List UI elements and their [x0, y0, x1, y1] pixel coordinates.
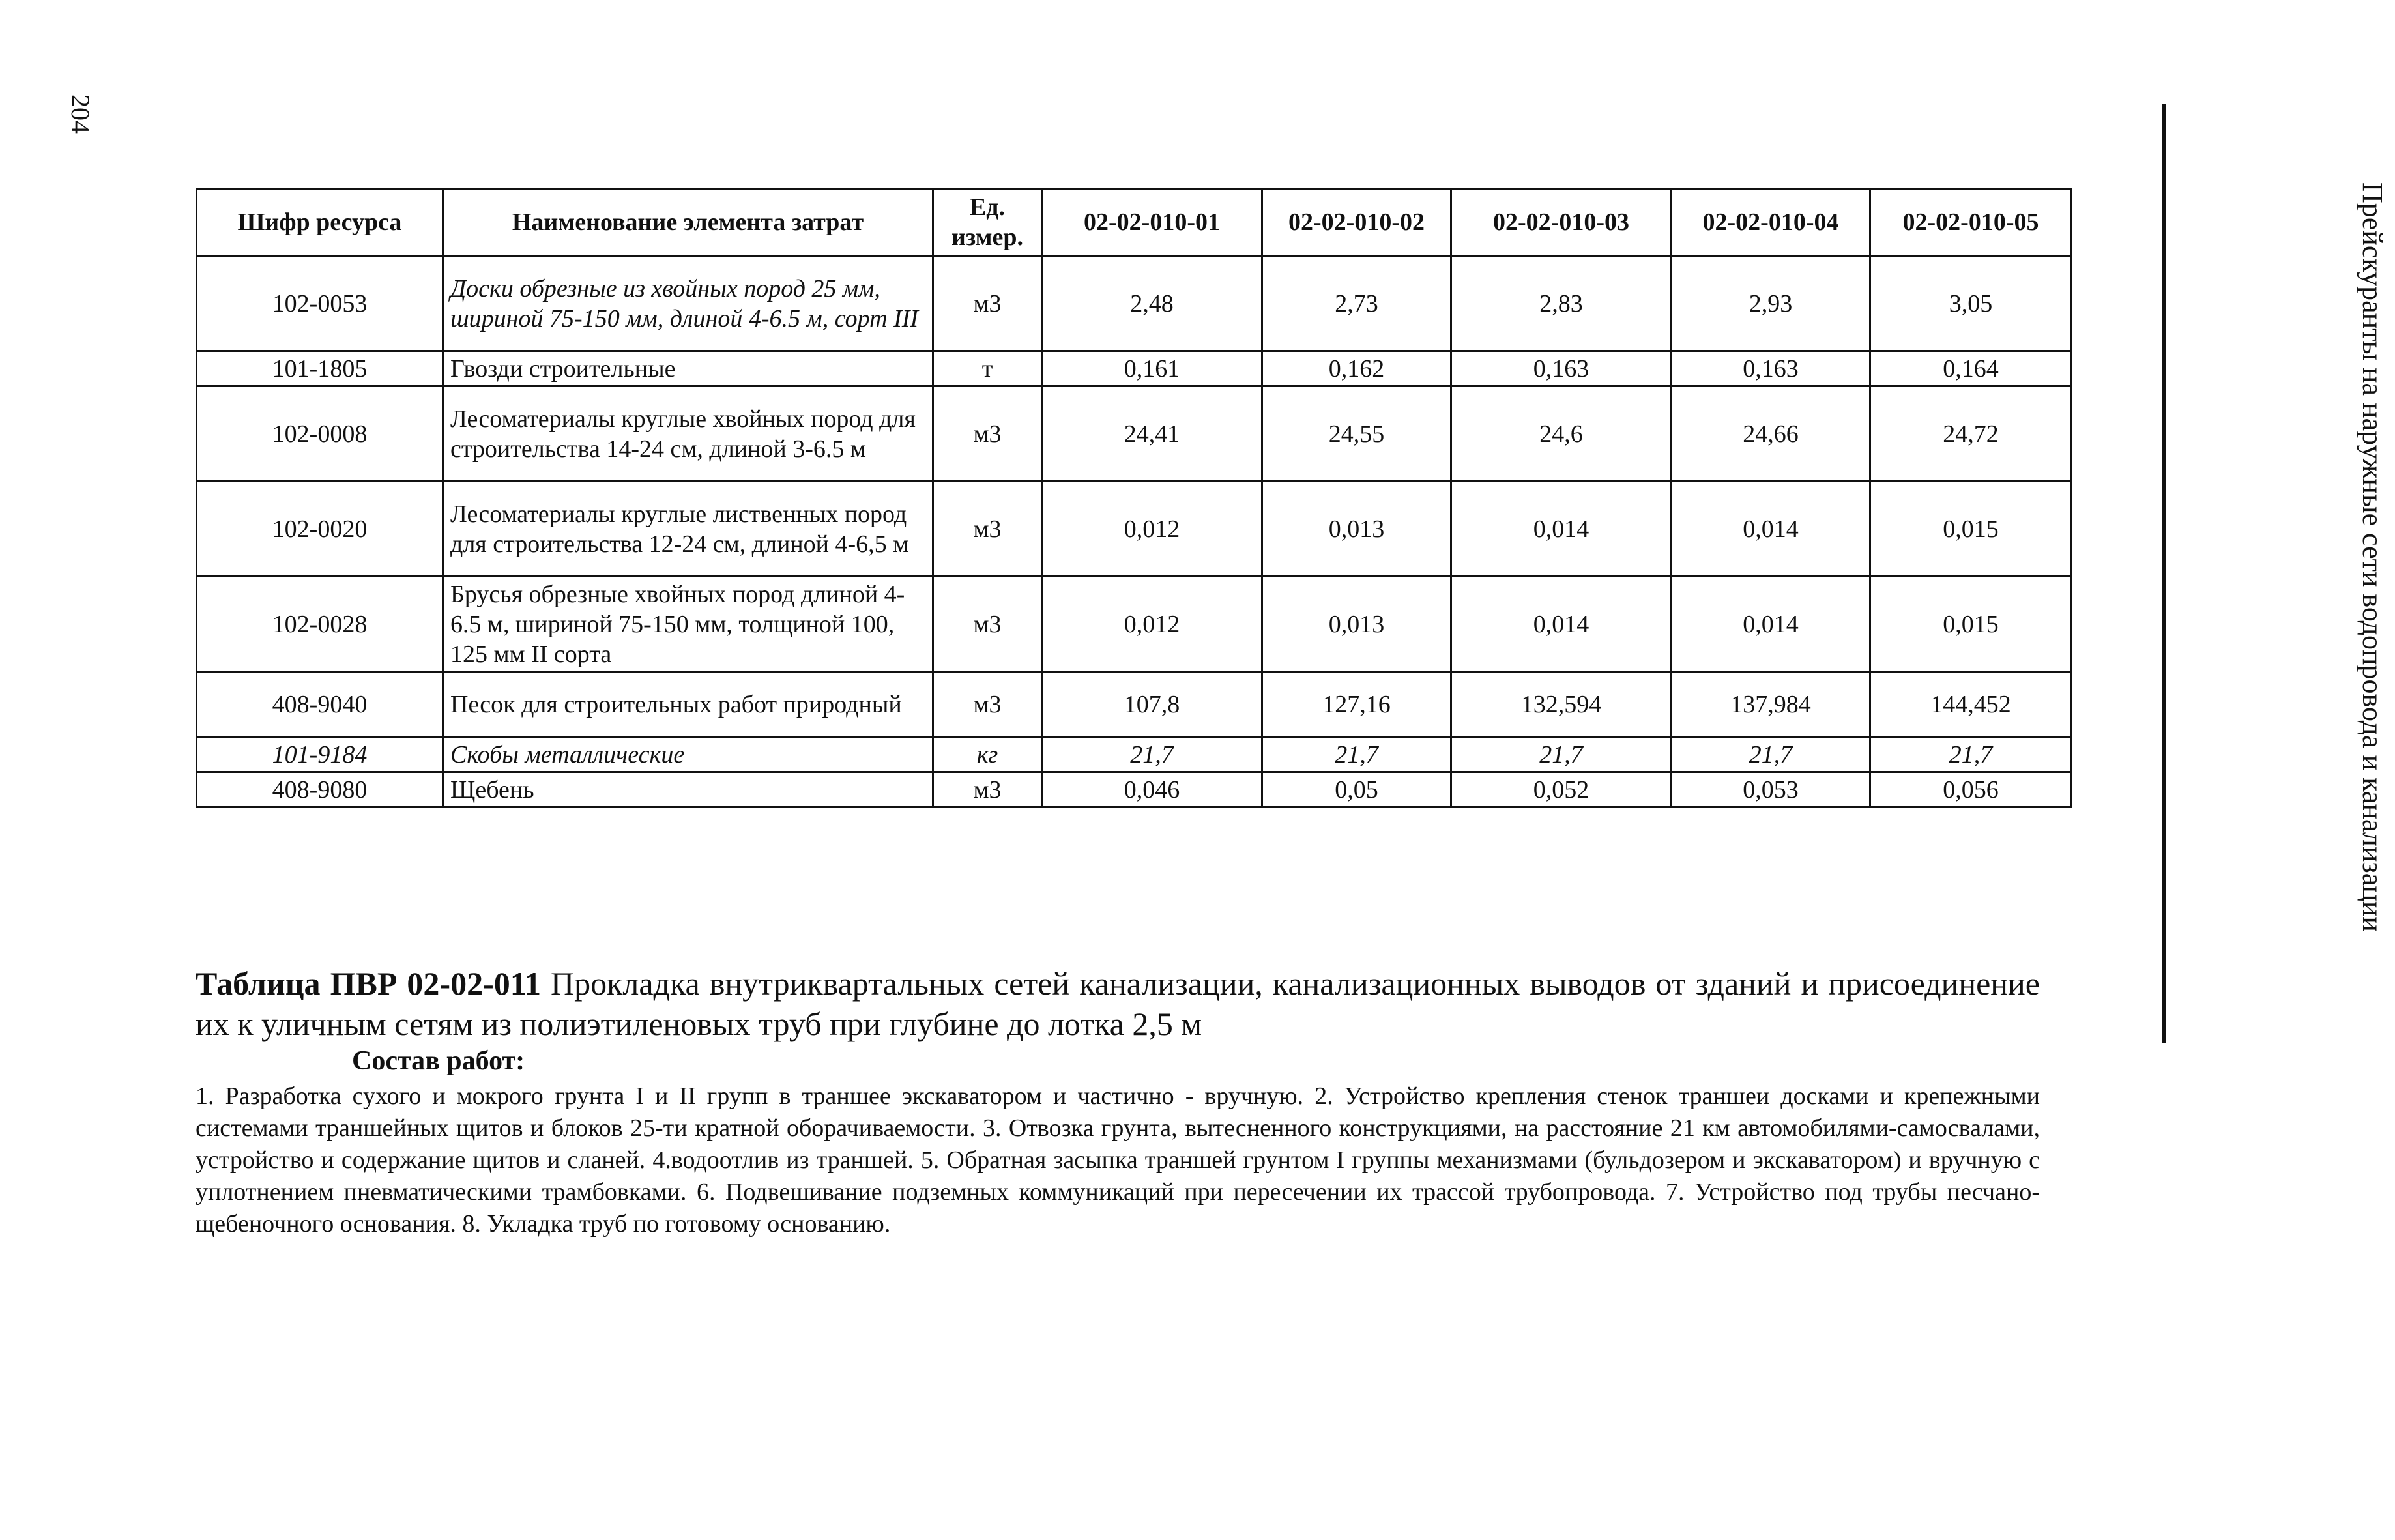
cell-unit: м3	[933, 482, 1042, 577]
cell-name: Скобы металлические	[443, 737, 933, 772]
cell-value-02: 24,55	[1262, 386, 1451, 482]
header-resource-code: Шифр ресурса	[197, 189, 443, 256]
cell-value-02: 21,7	[1262, 737, 1451, 772]
cell-value-02: 0,162	[1262, 351, 1451, 386]
cell-value-03: 0,014	[1451, 577, 1672, 672]
cell-value-05: 144,452	[1870, 672, 2072, 737]
cell-value-05: 24,72	[1870, 386, 2072, 482]
header-rule	[2162, 104, 2166, 1043]
cell-value-04: 0,014	[1672, 577, 1870, 672]
header-rate-01: 02-02-010-01	[1042, 189, 1262, 256]
cell-code: 101-9184	[197, 737, 443, 772]
cell-unit: т	[933, 351, 1042, 386]
resource-table	[196, 188, 2072, 808]
cell-name: Доски обрезные из хвойных пород 25 мм, шириной 75-150 мм, длиной 4-6.5 м, сорт III	[443, 256, 933, 351]
table-row	[197, 351, 2072, 386]
section-label: Таблица ПВР 02-02-011	[196, 965, 541, 1002]
cell-value-05: 0,164	[1870, 351, 2072, 386]
page-number: 204	[66, 94, 95, 134]
cell-value-01: 0,161	[1042, 351, 1262, 386]
cell-unit: кг	[933, 737, 1042, 772]
section-title-text: Прокладка внутриквартальных сетей канализации, канализационных выводов от зданий и присоединение их к уличным сетям из полиэтиленовых труб при глубине до лотка 2,5 м	[196, 965, 2040, 1042]
cell-value-02: 0,013	[1262, 577, 1451, 672]
section-pvr-02-02-011	[196, 963, 2040, 1240]
cell-unit: м3	[933, 577, 1042, 672]
cell-value-02: 2,73	[1262, 256, 1451, 351]
cell-code: 102-0020	[197, 482, 443, 577]
cell-value-01: 0,012	[1042, 577, 1262, 672]
cell-value-01: 21,7	[1042, 737, 1262, 772]
cell-value-01: 0,012	[1042, 482, 1262, 577]
works-description: 1. Разработка сухого и мокрого грунта I и II групп в траншее экскаватором и частично - вручную. 2. Устройство крепления стенок траншеи досками и крепежными системами траншейных щитов и блоков 25-ти кратной оборачиваемости. 3. Отвозка грунта, вытесненного конструкциями, на расстояние 21 км автомобилями-самосвалами, устройство и содержание щитов и сланей. 4.водоотлив из траншей. 5. Обратная засыпка траншей грунтом I группы механизмами (бульдозером и экскаватором) и вручную с уплотнением пневматическими трамбовками. 6. Подвешивание подземных коммуникаций при пересечении их трассой трубопровода. 7. Устройство под трубы песчано-щебеночного основания. 8. Укладка труб по готовому основанию.	[196, 1082, 2040, 1238]
cell-value-04: 137,984	[1672, 672, 1870, 737]
cell-value-01: 24,41	[1042, 386, 1262, 482]
cell-value-02: 127,16	[1262, 672, 1451, 737]
header-unit: Ед. измер.	[933, 189, 1042, 256]
cell-value-04: 24,66	[1672, 386, 1870, 482]
cell-value-03: 24,6	[1451, 386, 1672, 482]
cell-value-05: 21,7	[1870, 737, 2072, 772]
cell-name: Щебень	[443, 772, 933, 807]
cell-code: 102-0053	[197, 256, 443, 351]
header-rate-03: 02-02-010-03	[1451, 189, 1672, 256]
cell-value-03: 21,7	[1451, 737, 1672, 772]
cell-code: 102-0008	[197, 386, 443, 482]
cell-value-04: 21,7	[1672, 737, 1870, 772]
table-row	[197, 386, 2072, 482]
cell-code: 102-0028	[197, 577, 443, 672]
works-subtitle: Состав работ:	[352, 1046, 525, 1076]
header-rate-04: 02-02-010-04	[1672, 189, 1870, 256]
cell-name: Брусья обрезные хвойных пород длиной 4-6.5 м, шириной 75-150 мм, толщиной 100, 125 мм II сорта	[443, 577, 933, 672]
table-row	[197, 256, 2072, 351]
cell-code: 408-9080	[197, 772, 443, 807]
cell-unit: м3	[933, 772, 1042, 807]
cell-value-01: 0,046	[1042, 772, 1262, 807]
header-rate-02: 02-02-010-02	[1262, 189, 1451, 256]
cell-code: 408-9040	[197, 672, 443, 737]
cell-value-04: 2,93	[1672, 256, 1870, 351]
running-header: Прейскуранты на наружные сети водопровода и канализации	[2357, 182, 2388, 932]
cell-unit: м3	[933, 256, 1042, 351]
cell-value-01: 107,8	[1042, 672, 1262, 737]
table-row	[197, 482, 2072, 577]
cell-value-05: 0,015	[1870, 482, 2072, 577]
cell-unit: м3	[933, 672, 1042, 737]
cell-value-03: 2,83	[1451, 256, 1672, 351]
table-row	[197, 672, 2072, 737]
cell-value-04: 0,014	[1672, 482, 1870, 577]
cell-value-03: 0,163	[1451, 351, 1672, 386]
cell-value-05: 0,056	[1870, 772, 2072, 807]
cell-value-02: 0,013	[1262, 482, 1451, 577]
cell-value-04: 0,053	[1672, 772, 1870, 807]
section-title	[196, 963, 2040, 1044]
cell-value-01: 2,48	[1042, 256, 1262, 351]
cell-name: Гвозди строительные	[443, 351, 933, 386]
header-rate-05: 02-02-010-05	[1870, 189, 2072, 256]
cell-name: Лесоматериалы круглые лиственных пород для строительства 12-24 см, длиной 4-6,5 м	[443, 482, 933, 577]
cell-value-02: 0,05	[1262, 772, 1451, 807]
table-row	[197, 772, 2072, 807]
header-cost-element-name: Наименование элемента затрат	[443, 189, 933, 256]
cell-unit: м3	[933, 386, 1042, 482]
table-row	[197, 577, 2072, 672]
cell-value-05: 0,015	[1870, 577, 2072, 672]
cell-value-04: 0,163	[1672, 351, 1870, 386]
table-header-row	[197, 189, 2072, 256]
cell-name: Лесоматериалы круглые хвойных пород для строительства 14-24 см, длиной 3-6.5 м	[443, 386, 933, 482]
cell-code: 101-1805	[197, 351, 443, 386]
cell-value-05: 3,05	[1870, 256, 2072, 351]
cell-name: Песок для строительных работ природный	[443, 672, 933, 737]
cell-value-03: 0,052	[1451, 772, 1672, 807]
cell-value-03: 0,014	[1451, 482, 1672, 577]
cell-value-03: 132,594	[1451, 672, 1672, 737]
table-row	[197, 737, 2072, 772]
